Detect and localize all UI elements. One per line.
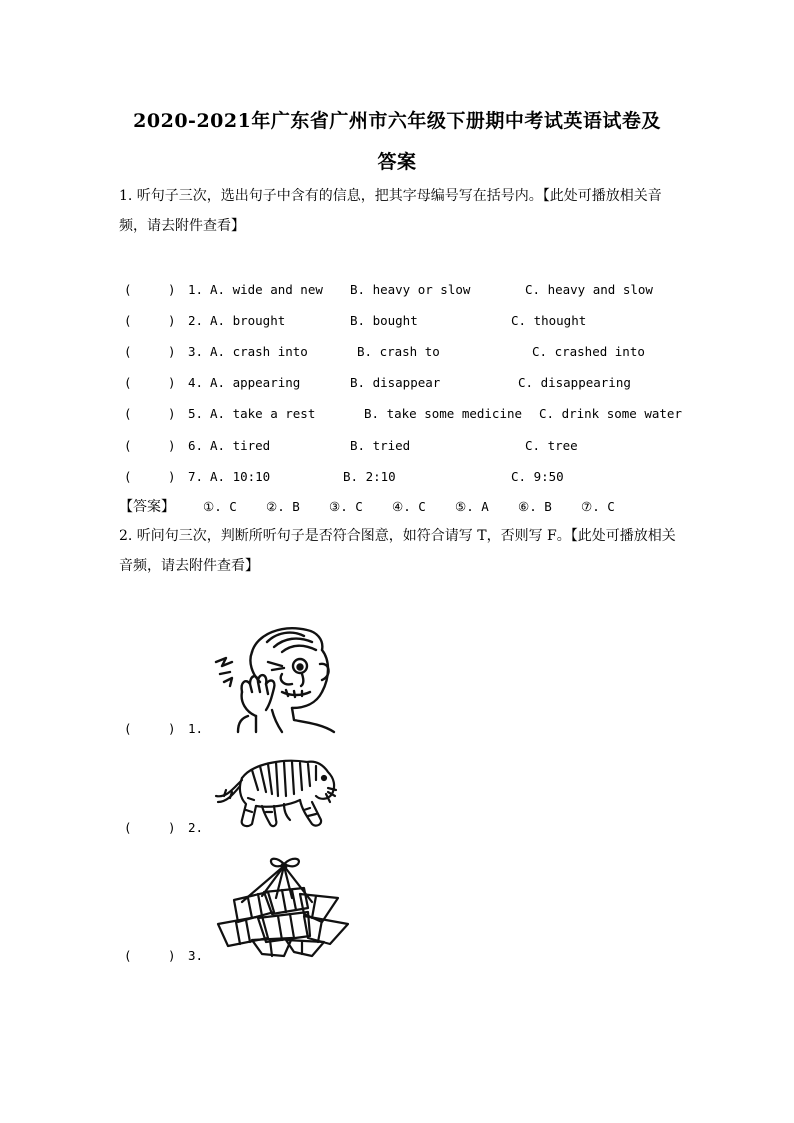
option-b: B. bought (350, 313, 418, 328)
answer-blank-open: ( (124, 375, 132, 390)
answer-label: 【答案】 (119, 499, 175, 515)
question-number: 4. (188, 375, 204, 390)
answer-blank-close: ) (168, 313, 176, 328)
answer-item: ④. C (392, 499, 426, 514)
question-number: 5. (188, 406, 204, 421)
answer-blank-open: ( (124, 282, 132, 297)
question-row (124, 280, 653, 300)
option-c: C. disappearing (518, 375, 631, 390)
question-row (124, 436, 578, 456)
answer-blank-open: ( (124, 406, 132, 421)
question-number: 2. (188, 313, 204, 328)
option-c: C. 9:50 (511, 469, 564, 484)
answer-item: ⑤. A (455, 499, 489, 514)
answer-blank-open: ( (124, 820, 132, 835)
answer-blank-open: ( (124, 313, 132, 328)
section-2-instruction: 2. 听问句三次，判断所听句子是否符合图意，如符合请写 T，否则写 F。【此处可播放相关音频，请去附件查看】 (119, 528, 676, 574)
question-row (124, 467, 564, 487)
zongzi-illustration (212, 852, 352, 962)
answer-blank-close: ) (168, 375, 176, 390)
answer-item: ⑦. C (581, 499, 615, 514)
option-c: C. thought (511, 313, 587, 328)
option-b: B. tried (350, 438, 411, 453)
answer-item: ①. C (203, 499, 237, 514)
option-c: C. drink some water (539, 406, 682, 421)
option-c: C. heavy and slow (525, 282, 653, 297)
option-a: A. wide and new (210, 282, 323, 297)
option-a: A. tired (210, 438, 271, 453)
option-a: A. crash into (210, 344, 308, 359)
section-1-instruction: 1. 听句子三次，选出句子中含有的信息，把其字母编号写在括号内。【此处可播放相关音频，请去附件查看】 (119, 188, 662, 234)
option-a: A. brought (210, 313, 286, 328)
question-row (124, 404, 682, 424)
answer-key (119, 497, 679, 517)
answer-item: ②. B (266, 499, 300, 514)
option-a: A. take a rest (210, 406, 316, 421)
answer-blank-close: ) (168, 282, 176, 297)
option-a: A. 10:10 (210, 469, 271, 484)
option-b: B. disappear (350, 375, 441, 390)
answer-blank-close: ) (168, 344, 176, 359)
question-number: 3. (188, 344, 204, 359)
question-number: 3. (188, 948, 204, 963)
answer-blank-close: ) (168, 406, 176, 421)
question-number: 2. (188, 820, 204, 835)
option-b: B. heavy or slow (350, 282, 471, 297)
answer-blank-close: ) (168, 820, 176, 835)
option-b: B. take some medicine (364, 406, 523, 421)
answer-blank-open: ( (124, 438, 132, 453)
page-title-line-2: 答案 (377, 151, 417, 173)
answer-item: ③. C (329, 499, 363, 514)
sneezing-boy-illustration (212, 622, 337, 734)
question-row (124, 373, 631, 393)
answer-blank-close: ) (168, 721, 176, 736)
question-row (124, 311, 587, 331)
tiger-illustration (212, 750, 340, 832)
option-b: B. crash to (357, 344, 440, 359)
answer-blank-close: ) (168, 469, 176, 484)
answer-blank-close: ) (168, 948, 176, 963)
page-title-line-1: 2020-2021年广东省广州市六年级下册期中考试英语试卷及 (133, 110, 661, 132)
question-number: 1. (188, 282, 204, 297)
answer-blank-open: ( (124, 721, 132, 736)
option-c: C. crashed into (532, 344, 645, 359)
answer-blank-open: ( (124, 948, 132, 963)
answer-item: ⑥. B (518, 499, 552, 514)
answer-blank-open: ( (124, 344, 132, 359)
option-a: A. appearing (210, 375, 301, 390)
answer-blank-open: ( (124, 469, 132, 484)
question-number: 7. (188, 469, 204, 484)
answer-blank-close: ) (168, 438, 176, 453)
question-row (124, 342, 645, 362)
option-c: C. tree (525, 438, 578, 453)
question-number: 1. (188, 721, 204, 736)
question-number: 6. (188, 438, 204, 453)
option-b: B. 2:10 (343, 469, 396, 484)
